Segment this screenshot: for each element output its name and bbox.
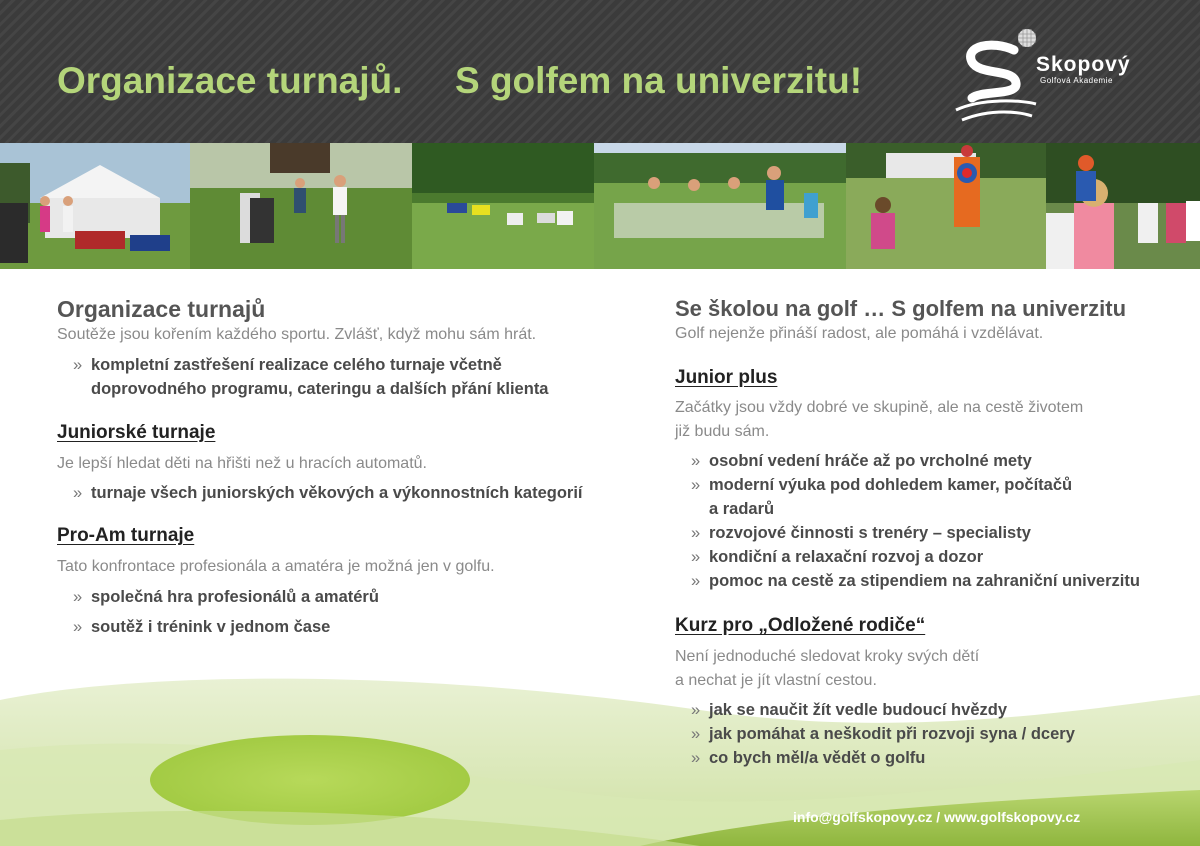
list-item (691, 725, 1075, 744)
section-intro-skola: Golf nejenže přináší radost, ale pomáhá i vzdělávat. (675, 325, 1044, 342)
list-item-text: rozvojové činnosti s trenéry – specialisty (709, 524, 1031, 542)
list-item-text: co bych měl/a vědět o golfu (709, 749, 926, 767)
section-title-organizace: Organizace turnajů (57, 296, 266, 322)
list-item-text: osobní vedení hráče až po vrcholné mety (709, 452, 1032, 470)
desc-junior-plus-line2: již budu sám. (675, 423, 770, 440)
heading-juniorske-turnaje: Juniorské turnaje (57, 422, 216, 443)
list-item-text: turnaje všech juniorských věkových a výkonnostních kategorií (91, 484, 583, 502)
bullet-mark: » (691, 725, 701, 743)
desc-kurz-line1: Není jednoduché sledovat kroky svých dětí (675, 648, 980, 665)
bullet-mark: » (691, 452, 701, 470)
list-item-text: jak se naučit žít vedle budoucí hvězdy (709, 701, 1007, 719)
list-item (73, 588, 379, 607)
photo-children (1046, 143, 1200, 269)
bullet-mark: » (691, 572, 701, 590)
photo-tournament-tent (0, 143, 190, 269)
list-item-text: soutěž i trénink v jednom čase (91, 618, 331, 636)
photo-warmup (412, 143, 594, 269)
list-item (73, 484, 583, 503)
section-intro-organizace: Soutěže jsou kořením každého sportu. Zvlášť, když mohu sám hrát. (57, 326, 537, 343)
photo-strip (0, 143, 1200, 269)
list-item (691, 749, 925, 768)
section-title-skola: Se školou na golf … S golfem na univerzitu (675, 296, 1127, 321)
list-item (73, 618, 330, 637)
header-title-right: S golfem na univerzitu! (455, 60, 863, 101)
list-item-text: kompletní zastřešení realizace celého turnaje včetně (91, 356, 502, 374)
desc-juniorske-turnaje: Je lepší hledat děti na hřišti než u hracích automatů. (57, 455, 427, 472)
list-item-text: jak pomáhat a neškodit při rozvoji syna / dcery (709, 725, 1075, 743)
list-item-text: společná hra profesionálů a amatérů (91, 588, 379, 606)
photo-group-kids (594, 143, 846, 269)
list-item-continuation: doprovodného programu, cateringu a dalších přání klienta (91, 380, 549, 398)
bullet-mark: » (691, 524, 701, 542)
list-item-text: pomoc na cestě za stipendiem na zahraniční univerzitu (709, 572, 1140, 590)
photo-clown (846, 143, 1046, 269)
list-item-text: moderní výuka pod dohledem kamer, počítačů (709, 476, 1073, 494)
list-item-continuation: a radarů (709, 500, 775, 518)
list-item (691, 548, 983, 567)
bullet-mark: » (73, 484, 83, 502)
list-item (691, 476, 1072, 495)
footer-contact-link[interactable]: info@golfskopovy.cz / www.golfskopovy.cz (793, 809, 1081, 825)
bullet-mark: » (73, 618, 83, 636)
list-item (691, 452, 1032, 471)
heading-pro-am-turnaje: Pro-Am turnaje (57, 525, 195, 546)
desc-kurz-line2: a nechat je jít vlastní cestou. (675, 672, 877, 689)
photo-golf-bags (190, 143, 412, 269)
list-item (691, 572, 1140, 591)
bullet-mark: » (691, 548, 701, 566)
heading-kurz-odlozene-rodice: Kurz pro „Odložené rodiče“ (675, 615, 926, 636)
header-title-left: Organizace turnajů. (57, 60, 403, 101)
heading-junior-plus: Junior plus (675, 367, 778, 388)
list-item (691, 524, 1031, 543)
logo-subtitle: Golfová Akademie (1040, 76, 1113, 85)
header-banner (0, 0, 1200, 143)
bullet-mark: » (691, 476, 701, 494)
list-item (691, 701, 1007, 720)
bullet-mark: » (691, 701, 701, 719)
desc-junior-plus-line1: Začátky jsou vždy dobré ve skupině, ale na cestě životem (675, 399, 1084, 416)
bullet-mark: » (73, 588, 83, 606)
logo-name: Skopový (1036, 53, 1131, 76)
bullet-mark: » (73, 356, 83, 374)
list-item-text: kondiční a relaxační rozvoj a dozor (709, 548, 984, 566)
logo (952, 28, 1162, 128)
desc-pro-am-turnaje: Tato konfrontace profesionála a amatéra je možná jen v golfu. (57, 558, 495, 575)
list-item (73, 356, 502, 375)
bullet-mark: » (691, 749, 701, 767)
logo-swirl-icon (952, 28, 1042, 128)
